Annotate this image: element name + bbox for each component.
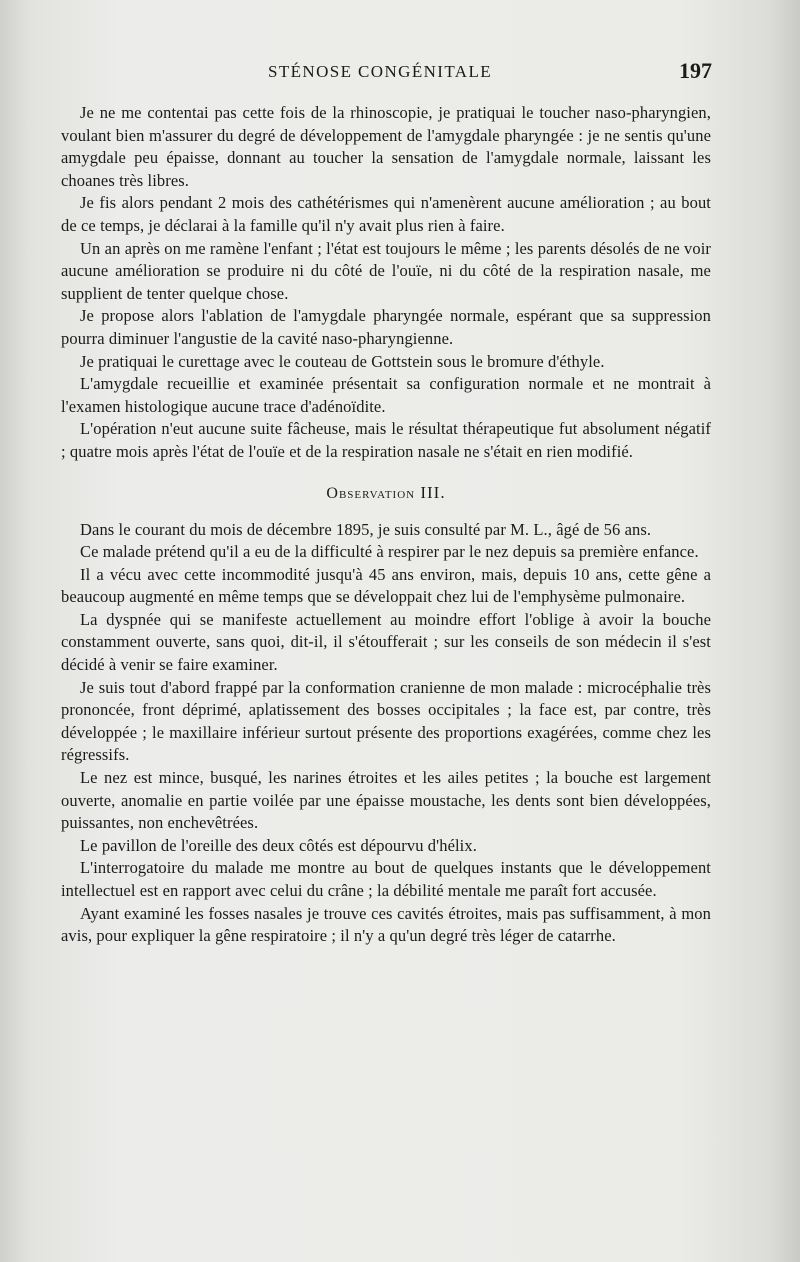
paragraph: L'amygdale recueillie et examinée présentait sa configuration normale et ne montrait à l'examen histologique aucune trace d'adénoïdite.: [61, 374, 711, 416]
paragraph: Je propose alors l'ablation de l'amygdale pharyngée normale, espérant que sa suppression pourra diminuer l'angustie de la cavité naso-pharyngienne.: [61, 306, 711, 348]
section-label: Observation: [326, 484, 416, 502]
paragraph: Je fis alors pendant 2 mois des cathétérismes qui n'amenèrent aucune amélioration ; au bout de ce temps, je déclarai à la famille qu'il n'y avait plus rien à faire.: [61, 193, 711, 235]
paragraph: Ayant examiné les fosses nasales je trouve ces cavités étroites, mais pas suffisamment, à mon avis, pour expliquer la gêne respiratoire ; il n'y a qu'un degré très léger de catarrhe.: [61, 903, 711, 946]
page-number: 197: [679, 58, 712, 83]
paragraph: L'opération n'eut aucune suite fâcheuse, mais le résultat thérapeutique fut absolument négatif ; quatre mois après l'état de l'ouïe et de la respiration nasale ne s'était en rien modifié.: [61, 419, 711, 461]
paragraph: Je ne me contentai pas cette fois de la rhinoscopie, je pratiquai le toucher naso-pharyngien, voulant bien m'assurer du degré de développement de l'amygdale pharyngée : je ne sentis qu'une amygdale peu épaisse, donnant au toucher la sensation de l'amygdale normale, laissant les choanes très libres.: [61, 103, 711, 190]
paragraph: Le nez est mince, busqué, les narines étroites et les ailes petites ; la bouche est largement ouverte, anomalie en partie voilée par une épaisse moustache, les dents sont bien développées, puissantes, non enchevêtrées.: [61, 768, 711, 833]
paragraph: Il a vécu avec cette incommodité jusqu'à 45 ans environ, mais, depuis 10 ans, cette gêne a beaucoup augmenté en même temps que se développait chez lui de l'emphysème pulmonaire.: [61, 564, 711, 607]
paragraph: Ce malade prétend qu'il a eu de la difficulté à respirer par le nez depuis sa première enfance.: [80, 542, 699, 562]
running-title: STÉNOSE CONGÉNITALE: [267, 62, 493, 81]
page-header: [60, 58, 712, 90]
paragraph: Un an après on me ramène l'enfant ; l'état est toujours le même ; les parents désolés de ne voir aucune amélioration se produire ni du côté de l'ouïe, ni du côté de la respiration nasale, me supplient de tenter quelque chose.: [61, 238, 711, 303]
paragraph: Je suis tout d'abord frappé par la conformation cranienne de mon malade : microcéphalie très prononcée, front déprimé, aplatissement des bosses occipitales ; la face est, par contre, très développée ; le maxillaire inférieur surtout présente des proportions exagérées, comme chez les régressifs.: [61, 677, 711, 765]
body-text: [61, 102, 711, 948]
paragraph: Je pratiquai le curettage avec le couteau de Gottstein sous le bromure d'éthyle.: [80, 351, 605, 371]
paragraph: La dyspnée qui se manifeste actuellement au moindre effort l'oblige à avoir la bouche constamment ouverte, sans quoi, dit-il, il s'étoufferait ; sur les conseils de son médecin il s'est décidé à venir se faire examiner.: [61, 609, 711, 675]
section-number: III.: [420, 482, 446, 502]
section-heading: [61, 482, 711, 505]
paragraph: Dans le courant du mois de décembre 1895, je suis consulté par M. L., âgé de 56 ans.: [80, 519, 652, 539]
paragraph: Le pavillon de l'oreille des deux côtés est dépourvu d'hélix.: [80, 835, 477, 855]
paragraph: L'interrogatoire du malade me montre au bout de quelques instants que le développement intellectuel est en rapport avec celui du crâne ; la débilité mentale me paraît fort accusée.: [61, 858, 711, 900]
